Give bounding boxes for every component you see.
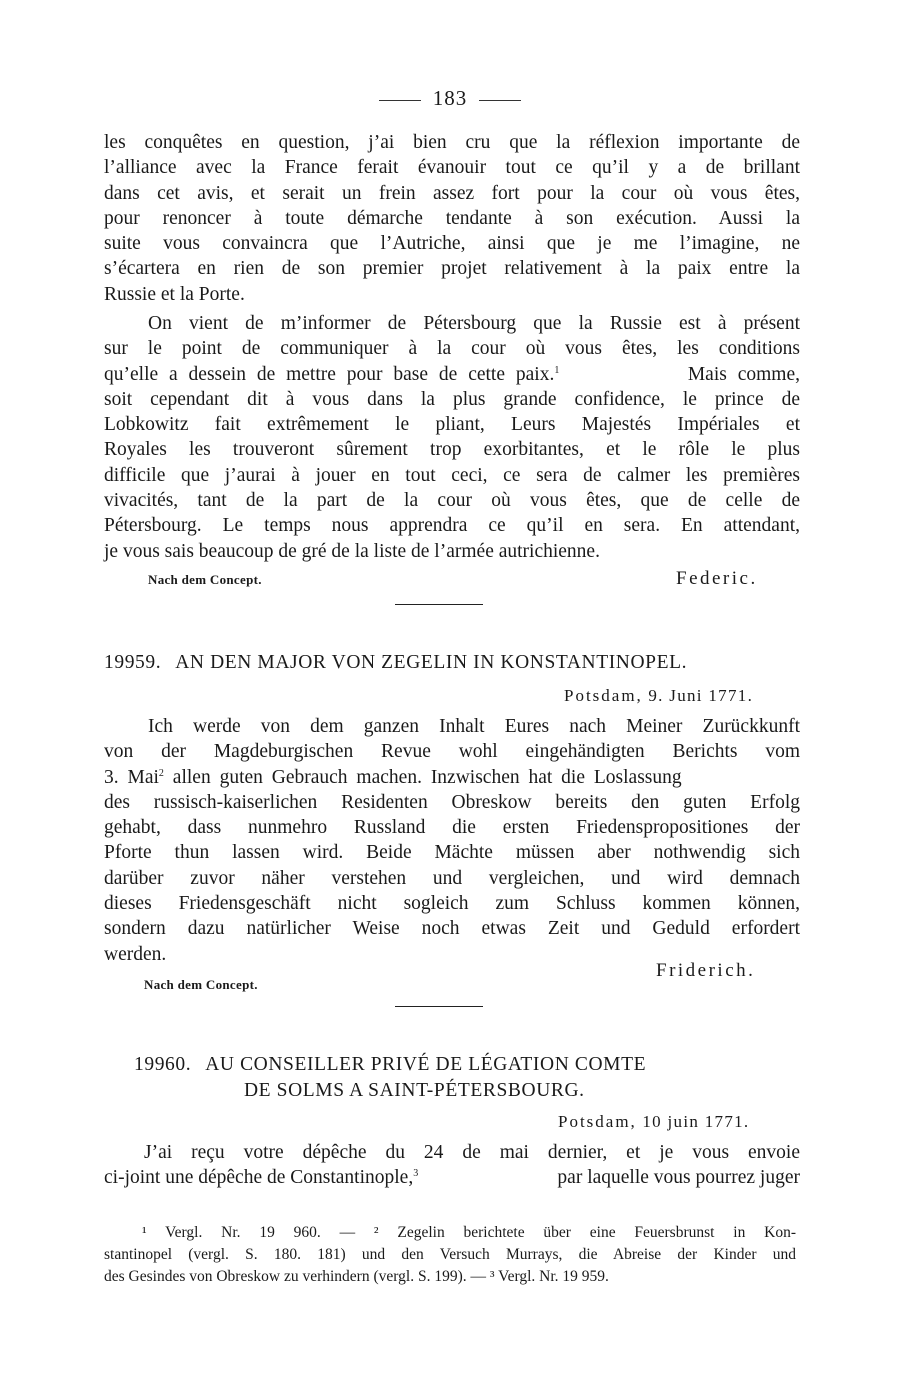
footnote-ref: 2 [158, 767, 164, 779]
section-divider [395, 604, 483, 605]
footnote-ref: 1 [554, 364, 560, 376]
text-fragment: ci-joint une dépêche de Constantinople, [104, 1167, 414, 1189]
section-divider [395, 1006, 483, 1007]
text-line: Royales les trouveront sûrement trop exorbitantes, et le rôle le plus [104, 439, 800, 461]
text-line: je vous sais beaucoup de gré de la liste de l’armée autrichienne. [104, 540, 600, 562]
text-fragment: 3. Mai [104, 766, 159, 788]
dateline-date: 10 juin 1771. [642, 1112, 750, 1131]
letter-number: 19960. [134, 1054, 192, 1075]
text-line: Pétersbourg. Le temps nous apprendra ce qu’il en sera. En attendant, [104, 515, 800, 537]
text-line [104, 1165, 800, 1190]
text-line: gehabt, dass nunmehro Russland die ersten Friedenspropositiones der [104, 817, 800, 839]
text-line: difficile que j’aurai à jouer en tout ceci, ce sera de calmer les premières [104, 464, 800, 486]
footnote-ref: 3 [413, 1168, 419, 1180]
text-line: dieses Friedensgeschäft nicht sogleich zum Schluss kommen können, [104, 893, 800, 915]
letter-body [104, 714, 800, 967]
source-note: Nach dem Concept. [148, 572, 262, 587]
footnote-line: stantinopel (vergl. S. 180. 181) und den Versuch Murrays, die Abreise der Kinder und [104, 1245, 796, 1263]
text-fragment: allen guten Gebrauch machen. Inzwischen hat die Loslassung [172, 766, 682, 788]
text-line: soit cependant dit à vous dans la plus grande confidence, le prince de [104, 388, 800, 410]
page-number: 183 [432, 86, 468, 110]
text-line: darüber zuvor näher verstehen und vergleichen, und wird demnach [104, 867, 800, 889]
letter-heading-line2: DE SOLMS A SAINT-PÉTERSBOURG. [244, 1080, 585, 1101]
text-fragment: par laquelle vous pourrez juger [557, 1167, 800, 1189]
letter-number: 19959. [104, 652, 162, 673]
signature: Friderich. [656, 960, 756, 981]
text-line: pour renoncer à toute démarche tendante à son exécution. Aussi la [104, 207, 800, 229]
text-line: sur le point de communiquer à la cour où vous êtes, les conditions [104, 338, 800, 360]
text-line: les conquêtes en question, j’ai bien cru que la réflexion importante de [104, 132, 800, 153]
letter-continuation-para1 [104, 130, 800, 307]
text-line: Pforte thun lassen wird. Beide Mächte müssen aber nothwendig sich [104, 842, 800, 864]
text-fragment: Mais comme, [687, 363, 800, 385]
letter-body [104, 1140, 800, 1191]
letter-title: AU CONSEILLER PRIVÉ DE LÉGATION COMTE [205, 1054, 647, 1075]
text-line: l’alliance avec la France ferait évanouir tout ce qu’il y a de brillant [104, 157, 800, 179]
text-line: On vient de m’informer de Pétersbourg que la Russie est à présent [148, 313, 800, 334]
text-line: Lobkowitz fait extrêmement le pliant, Leurs Majestés Impériales et [104, 414, 800, 436]
dateline-date: 9. Juni 1771. [648, 686, 754, 705]
text-line: werden. [104, 943, 167, 965]
dateline [558, 1112, 749, 1132]
text-line: vivacités, tant de la part de la cour où vous êtes, que de celle de [104, 490, 800, 512]
text-line: dans cet avis, et serait un frein assez fort pour la cour où vous êtes, [104, 182, 800, 204]
text-line: Ich werde von dem ganzen Inhalt Eures nach Meiner Zurückkunft [148, 716, 800, 737]
footnotes [104, 1222, 796, 1287]
text-line: suite vous convaincra que l’Autriche, ainsi que je me l’imagine, ne [104, 233, 800, 255]
letter-heading [104, 652, 687, 674]
letter-continuation-para2 [104, 311, 800, 564]
letter-heading [134, 1054, 646, 1076]
signature: Federic. [676, 568, 758, 589]
dateline [564, 686, 753, 706]
page-header [0, 86, 900, 111]
text-line: von der Magdeburgischen Revue wohl eingehändigten Berichts vom [104, 741, 800, 763]
text-line: s’écartera en rien de son premier projet relativement à la paix entre la [104, 258, 800, 280]
text-line [104, 362, 800, 387]
dateline-place: Potsdam, [564, 686, 643, 705]
text-line: J’ai reçu votre dépêche du 24 de mai dernier, et je vous envoie [144, 1142, 800, 1163]
footnote-line: des Gesindes von Obreskow zu verhindern (vergl. S. 199). — ³ Vergl. Nr. 19 959. [104, 1267, 609, 1285]
text-line [104, 765, 800, 790]
letter-title: AN DEN MAJOR VON ZEGELIN IN KONSTANTINOPEL. [175, 652, 688, 673]
text-line: Russie et la Porte. [104, 283, 245, 305]
header-dash-left [379, 100, 421, 101]
text-line: sondern dazu natürlicher Weise noch etwas Zeit und Geduld erfordert [104, 918, 800, 940]
source-note: Nach dem Concept. [144, 977, 258, 992]
dateline-place: Potsdam, [558, 1112, 637, 1131]
text-line: des russisch-kaiserlichen Residenten Obreskow bereits den guten Erfolg [104, 791, 800, 813]
footnote-line: ¹ Vergl. Nr. 19 960. — ² Zegelin berichtete über eine Feuersbrunst in Kon- [142, 1224, 796, 1241]
text-fragment: qu’elle a dessein de mettre pour base de cette paix. [104, 363, 555, 385]
header-dash-right [479, 100, 521, 101]
